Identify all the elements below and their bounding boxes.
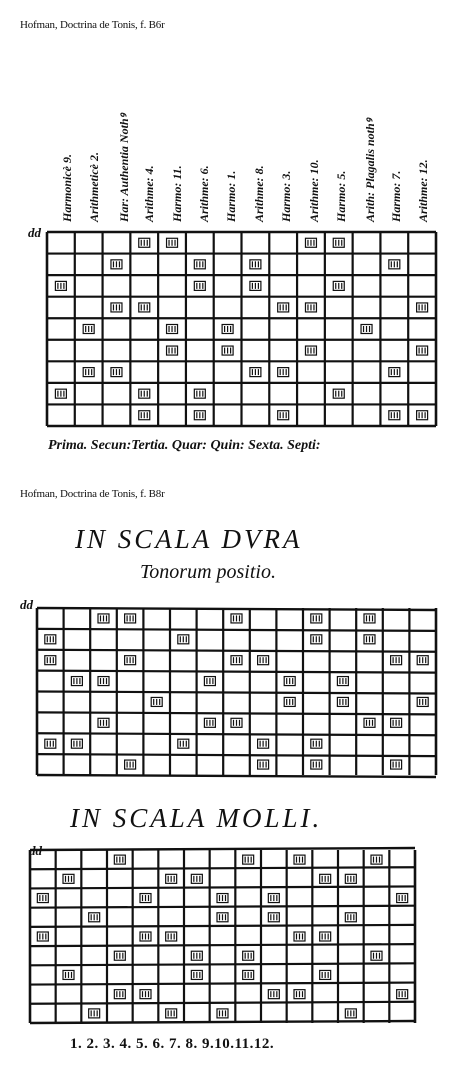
note-mark xyxy=(114,951,125,960)
note-mark xyxy=(258,760,269,769)
column-header: Harmonicè 9. xyxy=(60,154,74,222)
figure1-caption: Hofman, Doctrina de Tonis, f. B6r xyxy=(20,19,165,31)
column-header: Arith: Plagalis nothꝰ xyxy=(363,118,378,222)
note-mark xyxy=(294,855,305,864)
note-mark xyxy=(194,411,205,420)
note-mark xyxy=(178,635,189,644)
note-mark xyxy=(294,932,305,941)
note-mark xyxy=(389,368,400,377)
figure3-dd-label: dd xyxy=(29,843,42,858)
figure2-subtitle: Tonorum positio. xyxy=(140,561,276,583)
note-mark xyxy=(217,894,228,903)
note-mark xyxy=(337,697,348,706)
column-header: Arithme: 6. xyxy=(197,165,211,222)
grid-line xyxy=(37,671,436,673)
column-header: Arithme: 10. xyxy=(306,159,321,222)
note-mark xyxy=(345,913,356,922)
column-header: Harmo: 3. xyxy=(279,170,294,222)
note-mark xyxy=(89,913,100,922)
note-mark xyxy=(417,411,428,420)
grid-line xyxy=(37,650,436,652)
note-mark xyxy=(243,970,254,979)
column-header: Arithmeticè 2. xyxy=(87,152,102,222)
note-mark xyxy=(166,874,177,883)
note-mark xyxy=(391,760,402,769)
note-mark xyxy=(320,874,331,883)
note-mark xyxy=(333,389,344,398)
note-mark xyxy=(305,346,316,355)
note-mark xyxy=(83,368,94,377)
note-mark xyxy=(166,1009,177,1018)
note-mark xyxy=(345,1009,356,1018)
note-mark xyxy=(222,346,233,355)
grid-line xyxy=(37,712,436,714)
grid-line xyxy=(30,1021,415,1023)
note-mark xyxy=(98,677,109,686)
figure1-dd-label: dd xyxy=(28,225,41,240)
note-mark xyxy=(278,303,289,312)
note-mark xyxy=(191,874,202,883)
note-mark xyxy=(194,260,205,269)
note-mark xyxy=(178,739,189,748)
note-mark xyxy=(320,970,331,979)
note-mark xyxy=(268,894,279,903)
note-mark xyxy=(391,718,402,727)
note-mark xyxy=(125,614,136,623)
grid-line xyxy=(30,886,415,888)
note-mark xyxy=(83,325,94,334)
figure2-title: IN SCALA DVRA xyxy=(75,524,303,554)
note-mark xyxy=(231,656,242,665)
note-mark xyxy=(364,718,375,727)
note-mark xyxy=(166,932,177,941)
grid-line xyxy=(30,906,415,908)
note-mark xyxy=(250,368,261,377)
note-mark xyxy=(305,303,316,312)
note-mark xyxy=(258,739,269,748)
grid-line xyxy=(37,608,436,610)
note-mark xyxy=(311,760,322,769)
column-header: Harmo: 5. xyxy=(334,170,348,222)
note-mark xyxy=(98,614,109,623)
grid-line xyxy=(30,983,415,985)
note-mark xyxy=(389,260,400,269)
note-mark xyxy=(45,656,56,665)
figure3-numbers: 1. 2. 3. 4. 5. 6. 7. 8. 9.10.11.12. xyxy=(70,1036,275,1052)
note-mark xyxy=(167,346,178,355)
note-mark xyxy=(111,260,122,269)
note-mark xyxy=(63,970,74,979)
note-mark xyxy=(278,411,289,420)
grid-line xyxy=(37,733,436,735)
note-mark xyxy=(140,990,151,999)
note-mark xyxy=(333,238,344,247)
note-mark xyxy=(284,677,295,686)
note-mark xyxy=(55,389,66,398)
note-mark xyxy=(194,281,205,290)
note-mark xyxy=(204,718,215,727)
note-mark xyxy=(37,932,48,941)
note-mark xyxy=(389,411,400,420)
note-mark xyxy=(284,697,295,706)
grid-line xyxy=(30,867,415,869)
column-header: Harmo: 11. xyxy=(169,165,184,222)
note-mark xyxy=(151,697,162,706)
note-mark xyxy=(417,346,428,355)
note-mark xyxy=(320,932,331,941)
grid-line xyxy=(37,754,436,756)
column-header: Har: Authentia Nothꝰ xyxy=(116,113,131,222)
note-mark xyxy=(243,855,254,864)
note-mark xyxy=(125,760,136,769)
grid-line xyxy=(37,629,436,631)
note-mark xyxy=(139,303,150,312)
note-mark xyxy=(204,677,215,686)
note-mark xyxy=(268,913,279,922)
note-mark xyxy=(371,855,382,864)
note-mark xyxy=(167,325,178,334)
column-header: Arithme: 12. xyxy=(416,159,431,222)
figure1-bottom-labels: Prima. Secun:Tertia. Quar: Quin: Sexta. Septi: xyxy=(48,438,321,453)
note-mark xyxy=(294,990,305,999)
figure2-dd-label: dd xyxy=(20,597,33,612)
note-mark xyxy=(89,1009,100,1018)
note-mark xyxy=(397,990,408,999)
figure3-title: IN SCALA MOLLI. xyxy=(70,803,323,833)
note-mark xyxy=(250,281,261,290)
grid-line xyxy=(37,692,436,694)
figure2-caption: Hofman, Doctrina de Tonis, f. B8r xyxy=(20,488,165,500)
grid-line xyxy=(30,848,415,850)
note-mark xyxy=(114,855,125,864)
note-mark xyxy=(111,368,122,377)
note-mark xyxy=(345,874,356,883)
note-mark xyxy=(333,281,344,290)
note-mark xyxy=(417,656,428,665)
note-mark xyxy=(268,990,279,999)
grid-line xyxy=(30,1002,415,1004)
column-header: Harmo: 1. xyxy=(224,170,239,222)
note-mark xyxy=(167,238,178,247)
note-mark xyxy=(417,303,428,312)
note-mark xyxy=(71,739,82,748)
note-mark xyxy=(140,932,151,941)
note-mark xyxy=(391,656,402,665)
note-mark xyxy=(45,635,56,644)
note-mark xyxy=(45,739,56,748)
note-mark xyxy=(278,368,289,377)
note-mark xyxy=(250,260,261,269)
note-mark xyxy=(98,718,109,727)
note-mark xyxy=(114,990,125,999)
grid-line xyxy=(30,925,415,927)
note-mark xyxy=(125,656,136,665)
note-mark xyxy=(139,238,150,247)
note-mark xyxy=(217,1009,228,1018)
note-mark xyxy=(191,970,202,979)
note-mark xyxy=(258,656,269,665)
note-mark xyxy=(71,677,82,686)
note-mark xyxy=(37,894,48,903)
note-mark xyxy=(231,614,242,623)
note-mark xyxy=(63,874,74,883)
note-mark xyxy=(397,894,408,903)
note-mark xyxy=(361,325,372,334)
note-mark xyxy=(311,614,322,623)
note-mark xyxy=(364,614,375,623)
note-mark xyxy=(111,303,122,312)
grid-line xyxy=(37,775,436,777)
note-mark xyxy=(417,697,428,706)
column-header: Arithme: 4. xyxy=(142,165,157,222)
note-mark xyxy=(191,951,202,960)
note-mark xyxy=(243,951,254,960)
note-mark xyxy=(140,894,151,903)
note-mark xyxy=(139,389,150,398)
column-header: Arithme: 8. xyxy=(251,165,266,222)
note-mark xyxy=(311,739,322,748)
note-mark xyxy=(311,635,322,644)
note-mark xyxy=(139,411,150,420)
note-mark xyxy=(55,281,66,290)
note-mark xyxy=(305,238,316,247)
note-mark xyxy=(217,913,228,922)
note-mark xyxy=(231,718,242,727)
grid-line xyxy=(30,963,415,965)
column-header: Harmo: 7. xyxy=(388,170,403,222)
note-mark xyxy=(364,635,375,644)
note-mark xyxy=(222,325,233,334)
note-mark xyxy=(371,951,382,960)
note-mark xyxy=(194,389,205,398)
note-mark xyxy=(337,677,348,686)
grid-line xyxy=(30,944,415,946)
